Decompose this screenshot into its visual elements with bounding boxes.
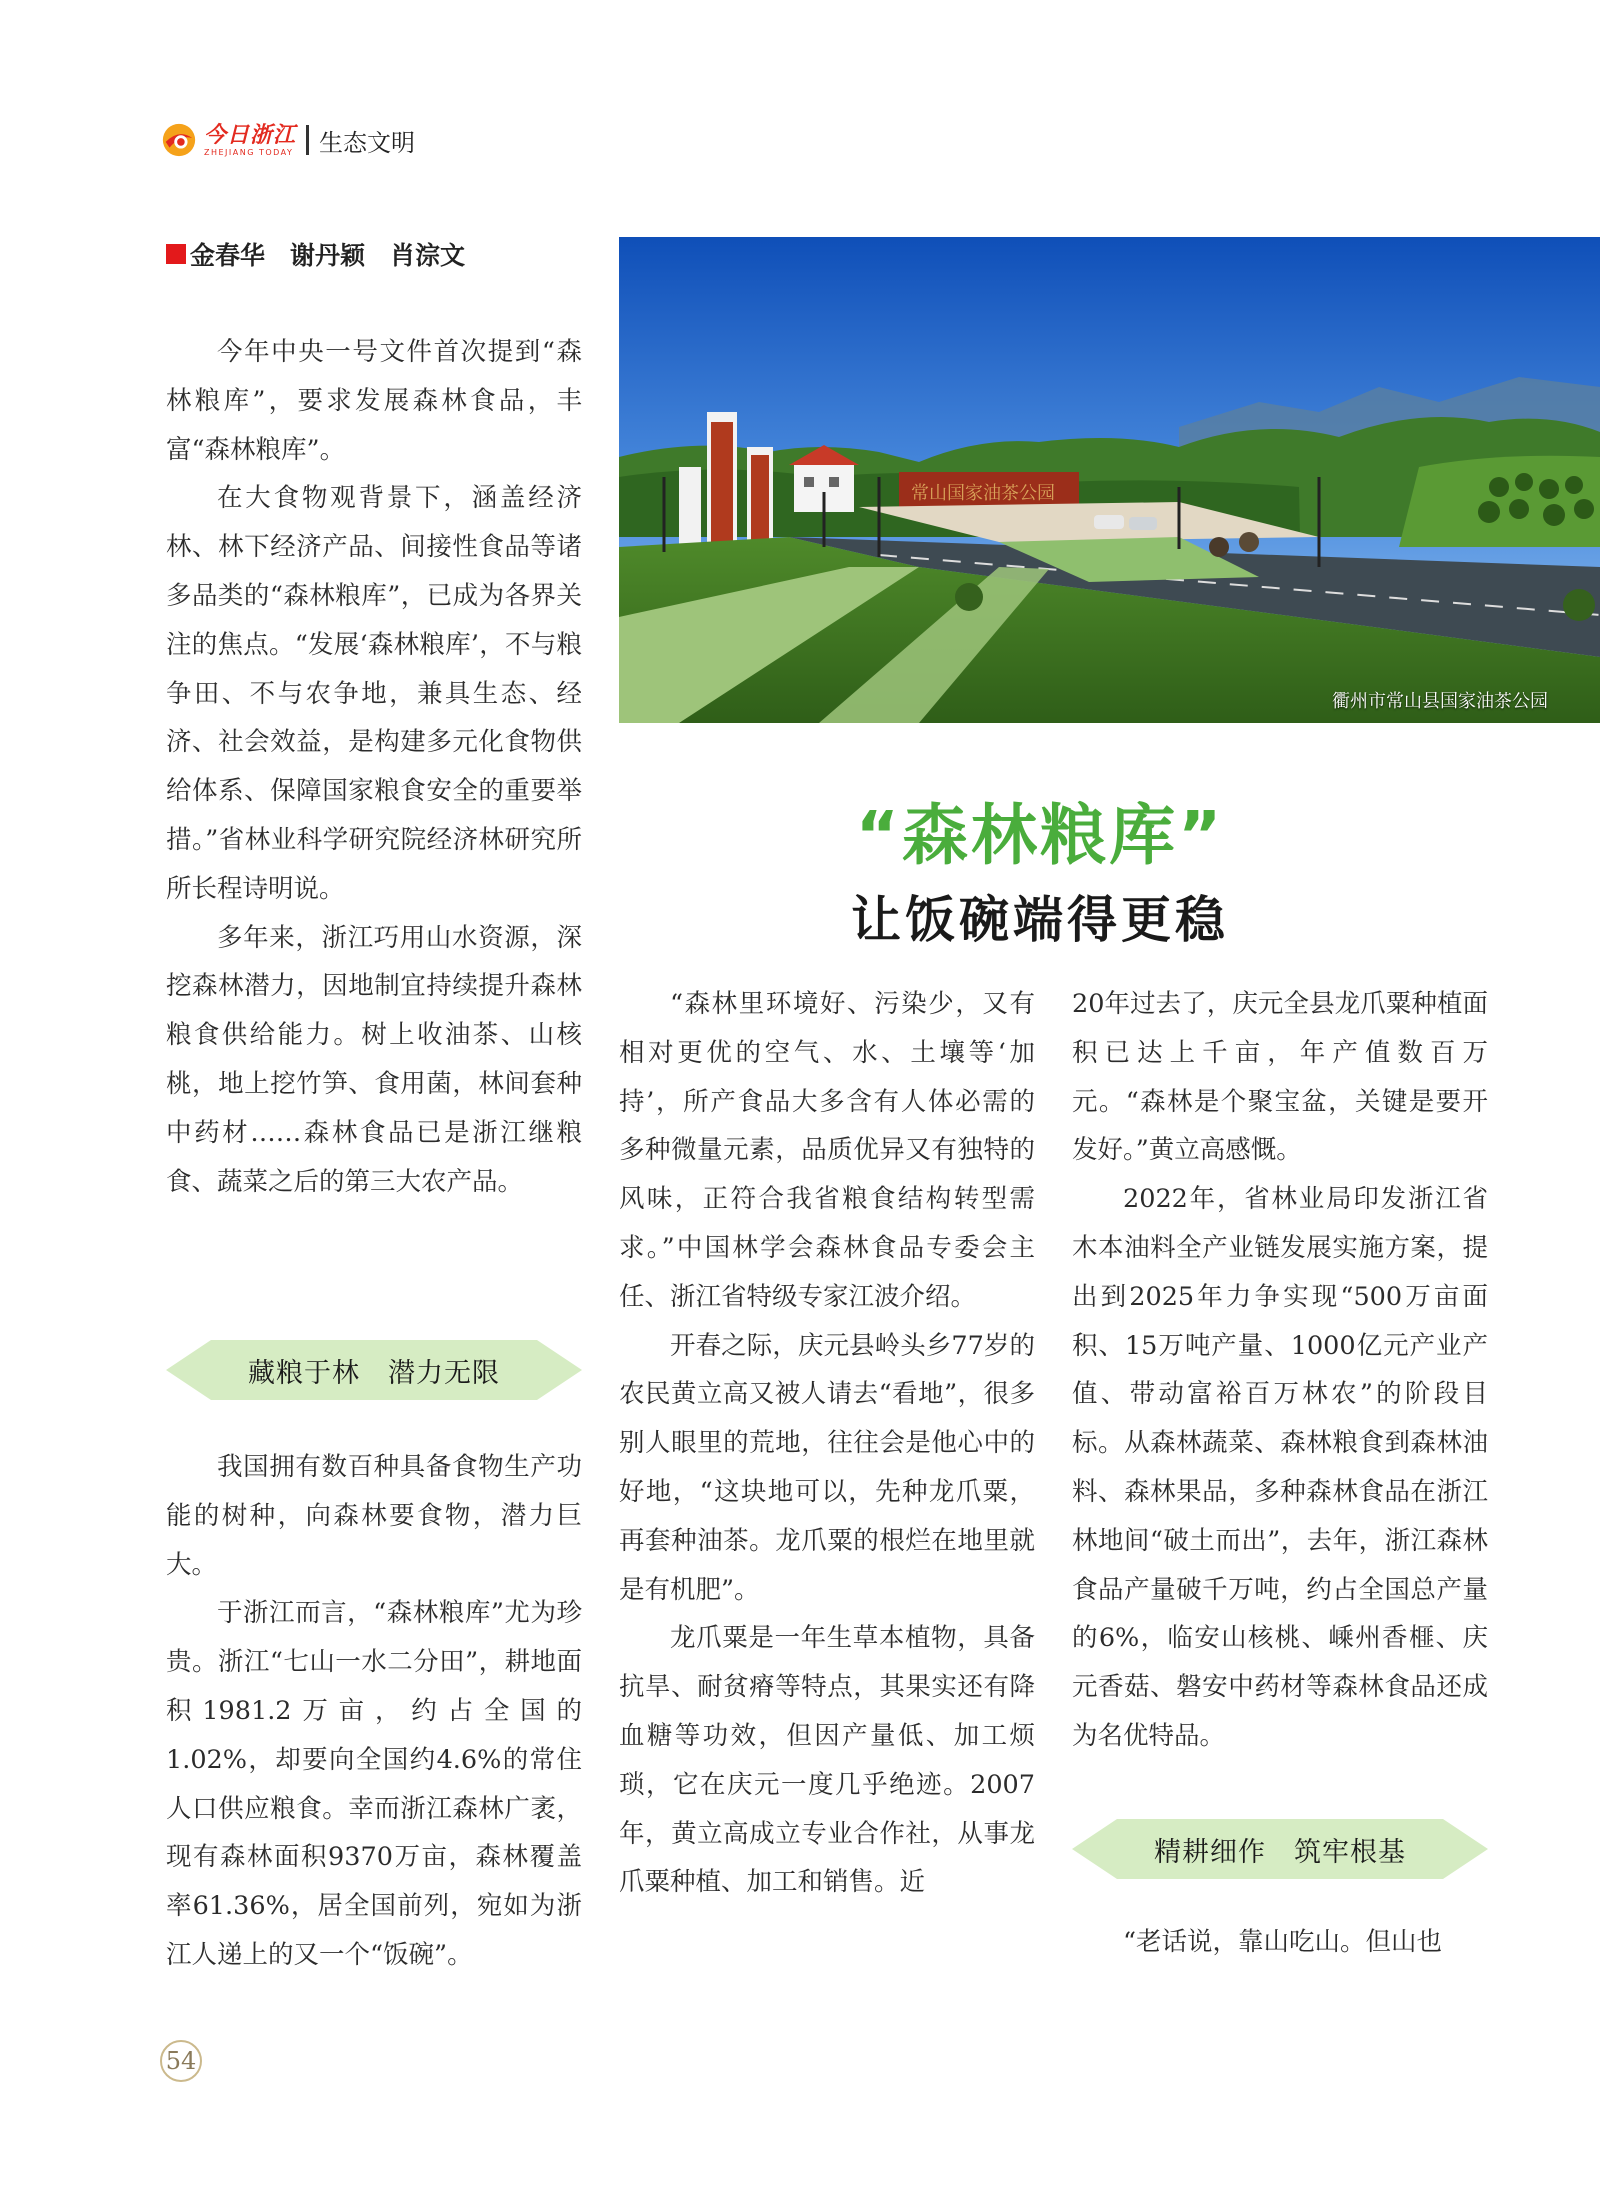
logo-chinese: 今日浙江 <box>204 121 297 148</box>
section-name: 生态文明 <box>319 128 416 157</box>
author-square-icon <box>166 244 186 264</box>
author-names: 金春华 谢丹颖 肖淙文 <box>190 241 466 270</box>
paragraph: 2022年，省林业局印发浙江省木本油料全产业链发展实施方案，提出到2025年力争实现“500万亩面积、15万吨产量、1000亿元产业产值、带动富裕百万林农”的阶段目标。从森林蔬菜、森林粮食到森林油料、森林果品，多种森林食品在浙江林地间“破土而出”，去年，浙江森林食品产量破千万吨，约占全国总产量的6%，临安山核桃、嵊州香榧、庆元香菇、磐安中药材等森林食品还成为名优特品。 <box>1072 1184 1488 1751</box>
section-heading-text: 藏粮于林 潜力无限 <box>248 1357 500 1389</box>
article-subtitle: 让饭碗端得更稳 <box>851 890 1229 949</box>
park-sign: 常山国家油茶公园 <box>911 483 1055 504</box>
paragraph: “老话说，靠山吃山。但山也 <box>1123 1927 1443 1957</box>
paragraph: 龙爪粟是一年生草本植物，具备抗旱、耐贫瘠等特点，其果实还有降血糖等功效，但因产量低、加工烦琐，它在庆元一度几乎绝迹。2007年，黄立高成立专业合作社，从事龙爪粟种植、加工和销售。近 <box>619 1623 1035 1898</box>
page-number: 54 <box>160 2040 202 2082</box>
magazine-header <box>160 118 415 162</box>
body-column-3 <box>1072 980 1488 1761</box>
header-divider <box>306 125 309 155</box>
park-photo-illustration <box>619 237 1600 723</box>
section-heading-text: 精耕细作 筑牢根基 <box>1154 1836 1406 1868</box>
article-title: “森林粮库” <box>855 797 1225 874</box>
body-column-1 <box>166 328 582 1206</box>
logo-english: ZHEJIANG TODAY <box>204 147 294 157</box>
paragraph: 在大食物观背景下，涵盖经济林、林下经济产品、间接性食品等诸多品类的“森林粮库”，已成为各界关注的焦点。“发展‘森林粮库’，不与粮争田、不与农争地，兼具生态、经济、社会效益，是构建多元化食物供给体系、保障国家粮食安全的重要举措。”省林业科学研究院经济林研究所所长程诗明说。 <box>166 483 582 904</box>
photo-caption: 衢州市常山县国家油茶公园 <box>1332 691 1548 712</box>
paragraph: 20年过去了，庆元全县龙爪粟种植面积已达上千亩，年产值数百万元。“森林是个聚宝盆，关键是要开发好。”黄立高感慨。 <box>1072 989 1488 1166</box>
paragraph: “森林里环境好、污染少，又有相对更优的空气、水、土壤等‘加持’，所产食品大多含有人体必需的多种微量元素，品质优异又有独特的风味，正符合我省粮食结构转型需求。”中国林学会森林食品专委会主任、浙江省特级专家江波介绍。 <box>619 989 1035 1312</box>
magazine-logo <box>204 121 297 157</box>
paragraph: 开春之际，庆元县岭头乡77岁的农民黄立高又被人请去“看地”，很多别人眼里的荒地，往往会是他心中的好地，“这块地可以，先种龙爪粟，再套种油茶。龙爪粟的根烂在地里就是有机肥”。 <box>619 1330 1035 1605</box>
park-photo <box>619 237 1600 723</box>
body-column-2 <box>619 980 1035 1907</box>
paragraph: 于浙江而言，“森林粮库”尤为珍贵。浙江“七山一水二分田”，耕地面积1981.2万亩，约占全国的1.02%，却要向全国约4.6%的常住人口供应粮食。幸而浙江森林广袤，现有森林面积9370万亩，森林覆盖率61.36%，居全国前列，宛如为浙江人递上的又一个“饭碗”。 <box>166 1598 582 1970</box>
body-column-1-lower <box>166 1443 582 1980</box>
paragraph: 今年中央一号文件首次提到“森林粮库”，要求发展森林食品，丰富“森林粮库”。 <box>166 337 582 465</box>
sun-logo-icon <box>160 121 198 159</box>
body-column-3-lower <box>1072 1918 1488 1967</box>
author-line <box>166 236 465 272</box>
section-heading-2 <box>1072 1814 1488 1884</box>
section-heading-1 <box>166 1335 582 1405</box>
paragraph: 多年来，浙江巧用山水资源，深挖森林潜力，因地制宜持续提升森林粮食供给能力。树上收油茶、山核桃，地上挖竹笋、食用菌，林间套种中药材……森林食品已是浙江继粮食、蔬菜之后的第三大农产品。 <box>166 922 582 1197</box>
paragraph: 我国拥有数百种具备食物生产功能的树种，向森林要食物，潜力巨大。 <box>166 1452 582 1580</box>
